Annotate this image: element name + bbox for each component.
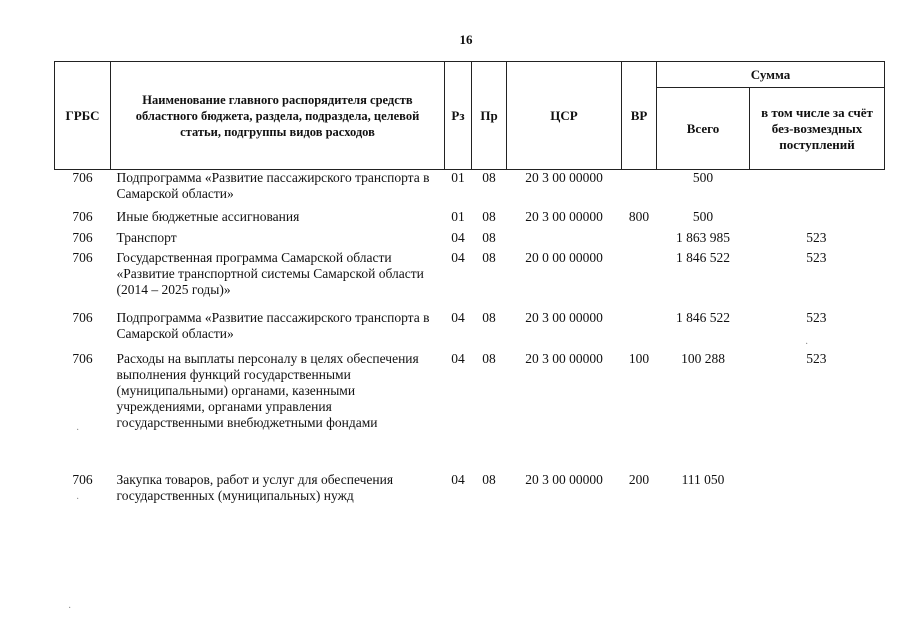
cell-gratis: 523 [806, 229, 827, 245]
cell-csr: 20 3 00 00000 [525, 350, 603, 366]
header-total: Всего [657, 88, 750, 170]
table-row [55, 230, 885, 250]
cell-rz: 04 [451, 471, 465, 487]
scan-speck: · [68, 603, 72, 614]
cell-csr [507, 230, 622, 250]
cell-name: Подпрограмма «Развитие пассажирского транспорта в Самарской области» [116, 170, 430, 201]
table-row [55, 310, 885, 351]
table-row [55, 351, 885, 472]
page-number: 16 [459, 32, 473, 47]
cell-gratis [750, 472, 885, 512]
table-row [55, 472, 885, 512]
header-vr: ВР [622, 62, 657, 170]
table-row [55, 250, 885, 310]
cell-csr: 20 0 00 00000 [525, 249, 603, 265]
cell-name: Подпрограмма «Развитие пассажирского транспорта в Самарской области» [116, 309, 430, 341]
cell-gratis [750, 209, 885, 230]
cell-grbs: 706 [72, 309, 93, 325]
table-header [55, 62, 885, 170]
cell-gratis: 523 [806, 249, 827, 265]
cell-csr: 20 3 00 00000 [525, 170, 603, 185]
scan-speck: · [76, 494, 80, 505]
cell-pr: 08 [482, 208, 496, 224]
header-gratis: в том числе за счёт без-возмездных поступлений [750, 88, 885, 170]
cell-pr: 08 [482, 249, 496, 265]
table-row [55, 170, 885, 209]
cell-gratis [750, 170, 885, 209]
cell-rz: 04 [451, 229, 465, 245]
cell-vr: 200 [628, 471, 650, 487]
header-grbs: ГРБС [55, 62, 111, 170]
header-csr: ЦСР [507, 62, 622, 170]
cell-vr [622, 310, 657, 351]
cell-grbs: 706 [72, 350, 93, 366]
cell-rz: 01 [451, 170, 465, 185]
cell-rz: 04 [451, 249, 465, 265]
cell-pr: 08 [482, 471, 496, 487]
cell-pr: 08 [482, 350, 496, 366]
budget-table [54, 61, 885, 512]
cell-grbs: 706 [72, 208, 93, 224]
cell-vr [622, 230, 657, 250]
header-rz: Рз [445, 62, 472, 170]
cell-total: 1 863 985 [676, 229, 730, 245]
cell-name: Закупка товаров, работ и услуг для обеспечения государственных (муниципальных) нужд [116, 471, 394, 503]
cell-pr: 08 [482, 229, 496, 245]
budget-table-container [54, 61, 885, 512]
cell-grbs: 706 [72, 170, 93, 185]
cell-name: Иные бюджетные ассигнования [116, 208, 300, 224]
scan-speck: · [76, 425, 80, 436]
header-name: Наименование главного распорядителя средств областного бюджета, раздела, подраздела, целевой статьи, подгруппы видов расходов [111, 62, 445, 170]
cell-rz: 01 [451, 208, 465, 224]
scan-speck: · [805, 339, 809, 350]
cell-name: Расходы на выплаты персоналу в целях обеспечения выполнения функций государственными (муниципальными) органами, казенными учреждениями, органами управления государственными внебюджетными фондами [116, 350, 419, 430]
table-row [55, 209, 885, 230]
cell-vr [622, 170, 657, 209]
cell-total: 500 [692, 170, 714, 185]
cell-total: 100 288 [681, 350, 725, 366]
cell-grbs: 706 [72, 229, 93, 245]
cell-gratis: 523 [806, 309, 827, 325]
cell-name: Государственная программа Самарской области «Развитие транспортной системы Самарской области (2014 – 2025 годы)» [116, 249, 424, 297]
cell-pr: 08 [482, 309, 496, 325]
cell-total: 111 050 [681, 471, 725, 487]
cell-pr: 08 [482, 170, 496, 185]
cell-csr: 20 3 00 00000 [525, 309, 603, 325]
header-pr: Пр [472, 62, 507, 170]
header-sum: Сумма [657, 62, 885, 88]
cell-grbs: 706 [72, 471, 93, 487]
cell-vr: 800 [628, 208, 650, 224]
cell-total: 500 [692, 208, 714, 224]
cell-rz: 04 [451, 309, 465, 325]
table-body [55, 170, 885, 512]
cell-total: 1 846 522 [676, 309, 730, 325]
cell-vr: 100 [628, 350, 650, 366]
cell-vr [622, 250, 657, 310]
cell-rz: 04 [451, 350, 465, 366]
cell-grbs: 706 [72, 249, 93, 265]
cell-gratis: 523 [806, 350, 827, 366]
cell-csr: 20 3 00 00000 [525, 208, 603, 224]
cell-total: 1 846 522 [676, 249, 730, 265]
cell-name: Транспорт [116, 229, 177, 245]
cell-csr: 20 3 00 00000 [525, 471, 603, 487]
